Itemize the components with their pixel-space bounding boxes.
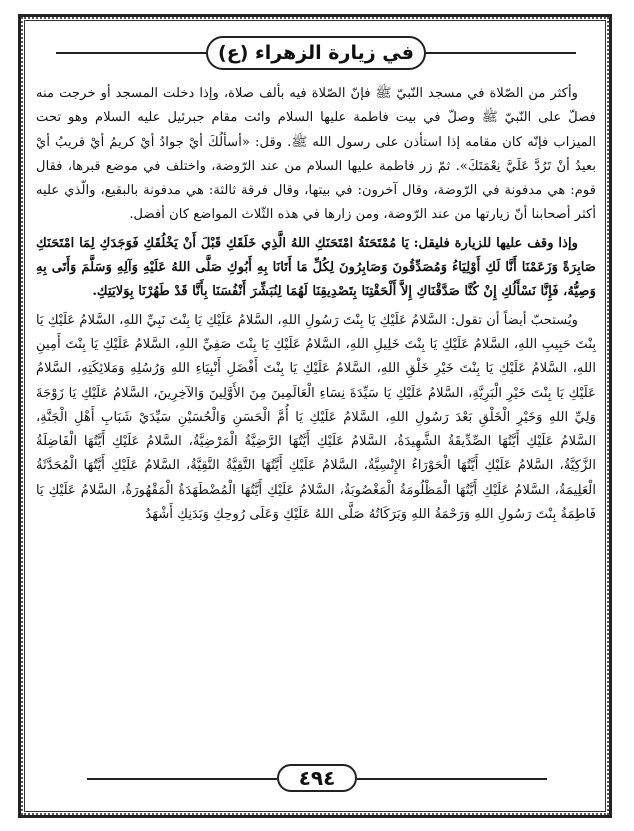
paragraph-salutations: ويُستحبّ أيضاً أن تقول: السَّلامُ عَلَيْكِ يَا بِنْتَ رَسُولِ اللهِ، السَّلامُ عَلَيْكِ يَا بِنْتَ نَبِيِّ اللهِ، السَّلامُ عَلَيْكِ يَا بِنْتَ حَبِيبِ اللهِ، السَّلامُ عَلَيْكِ يَا بِنْتَ خَلِيلِ اللهِ، السَّلامُ عَلَيْكِ يَا بِنْتَ صَفِيِّ اللهِ، السَّلامُ عَلَيْكِ يَا بِنْتَ أَمِينِ اللهِ، السَّلامُ عَلَيْكِ يَا بِنْتَ خَيْرِ خَلْقِ اللهِ، السَّلامُ عَلَيْكِ يَا بِنْتَ أَفْضَلِ أَنْبِيَاءِ اللهِ وَرُسُلِهِ وَمَلائِكَتِهِ، السَّلامُ عَلَيْكِ يَا بِنْتَ خَيْرِ الْبَرِيَّةِ، السَّلامُ عَلَيْكِ يَا سَيِّدَةَ نِسَاءِ الْعَالَمِينَ مِنَ الأَوَّلِينَ وَالآخِرِينَ، السَّلامُ عَلَيْكِ يَا زَوْجَةَ وَلِيِّ اللهِ وَخَيْرِ الْخَلْقِ بَعْدَ رَسُولِ اللهِ، السَّلامُ عَلَيْكِ يَا أُمَّ الْحَسَنِ وَالْحُسَيْنِ سَيِّدَيْ شَبَابِ أَهْلِ الْجَنَّةِ، السَّلامُ عَلَيْكِ أَيَّتُهَا الصِّدِّيقَةُ الشَّهِيدَةُ، السَّلامُ عَلَيْكِ أَيَّتُهَا الرَّضِيَّةُ الْمَرْضِيَّةُ، السَّلامُ عَلَيْكِ أَيَّتُهَا الْفَاضِلَةُ الزَّكِيَّةُ، السَّلامُ عَلَيْكِ أَيَّتُهَا الْحَوْرَاءُ الإِنْسِيَّةُ، السَّلامُ عَلَيْكِ أَيَّتُهَا التَّقِيَّةُ النَّقِيَّةُ، السَّلامُ عَلَيْكِ أَيَّتُهَا الْمُحَدَّثَةُ الْعَلِيمَةُ، السَّلامُ عَلَيْكِ أَيَّتُهَا الْمَظْلُومَةُ الْمَغْصُوبَةُ، السَّلامُ عَلَيْكِ أَيَّتُهَا الْمُضْطَهَدَةُ الْمَقْهُورَةُ، السَّلامُ عَلَيْكِ يَا فَاطِمَةُ بِنْتَ رَسُولِ اللهِ وَرَحْمَةُ اللهِ وَبَرَكَاتُهُ صَلَّى اللهُ عَلَيْكِ وَعَلَى رُوحِكِ وَبَدَنِكِ أَشْهَدُ [36, 312, 596, 523]
chapter-title: في زيارة الزهراء (ع) [218, 42, 414, 64]
page-number: ٤٩٤ [298, 766, 336, 790]
page-number-frame [277, 764, 357, 792]
paragraph-ziyara-prayer: وإذا وقف عليها للزيارة فليقل: يَا مُمْتَحَنَةُ امْتَحَنَكِ اللهُ الَّذِي خَلَقَكِ قَبْلَ أَنْ يَخْلُقَكِ فَوَجَدَكِ لِمَا امْتَحَنَكِ صَابِرَةً وَزَعَمْنَا أَنَّا لَكِ أَوْلِيَاءُ وَمُصَدِّقُونَ وَصَابِرُونَ لِكُلِّ مَا أَتَانَا بِهِ أَبُوكِ صَلَّى اللهُ عَلَيْهِ وَآلِهِ وَسَلَّمَ وَأَتَى بِهِ وَصِيُّهُ، فَإِنَّا نَسْأَلُكِ إِنْ كُنَّا صَدَّقْنَاكِ إِلاَّ أَلْحَقْتِنَا بِتَصْدِيقِنَا لَهُمَا لِنُبَشِّرَ أَنْفُسَنَا بِأَنَّا قَدْ طَهُرْنَا بِوَلايَتِكِ. [36, 235, 596, 300]
paragraph-intro: وأكثر من الصّلاة في مسجد النّبيّ ﷺ فإنّ الصّلاة فيه بألف صلاة، وإذا دخلت المسجد أو خرجت منه فصلّ على النّبيّ ﷺ وصلّ في بيت فاطمة عليها السلام وائت مقام جبرئيل عليه السلام وهو تحت الميزاب فإنّه كان مقامه إذا استأذن على رسول الله ﷺ. وقل: «أسألُكَ أيْ جوادُ أيْ كريمُ أيْ قريبُ أيْ بعيدُ أنْ تَرُدَّ عَلَيَّ نِعْمَتَكَ». ثمّ زر فاطمة عليها السلام من عند الرّوضة، واختلف في موضع قبرها، فقال قوم: هي مدفونة في الرّوضة، وقال آخرون: في بيتها، وقال فرقة ثالثة: هي مدفونة بالبقيع، والّذي عليه أكثر أصحابنا أنّ زيارتها من عند الرّوضة، ومن زارها في هذه الثّلاث المواضع كان أفضل. [36, 86, 596, 223]
chapter-header [206, 36, 426, 70]
page-body [36, 82, 596, 742]
